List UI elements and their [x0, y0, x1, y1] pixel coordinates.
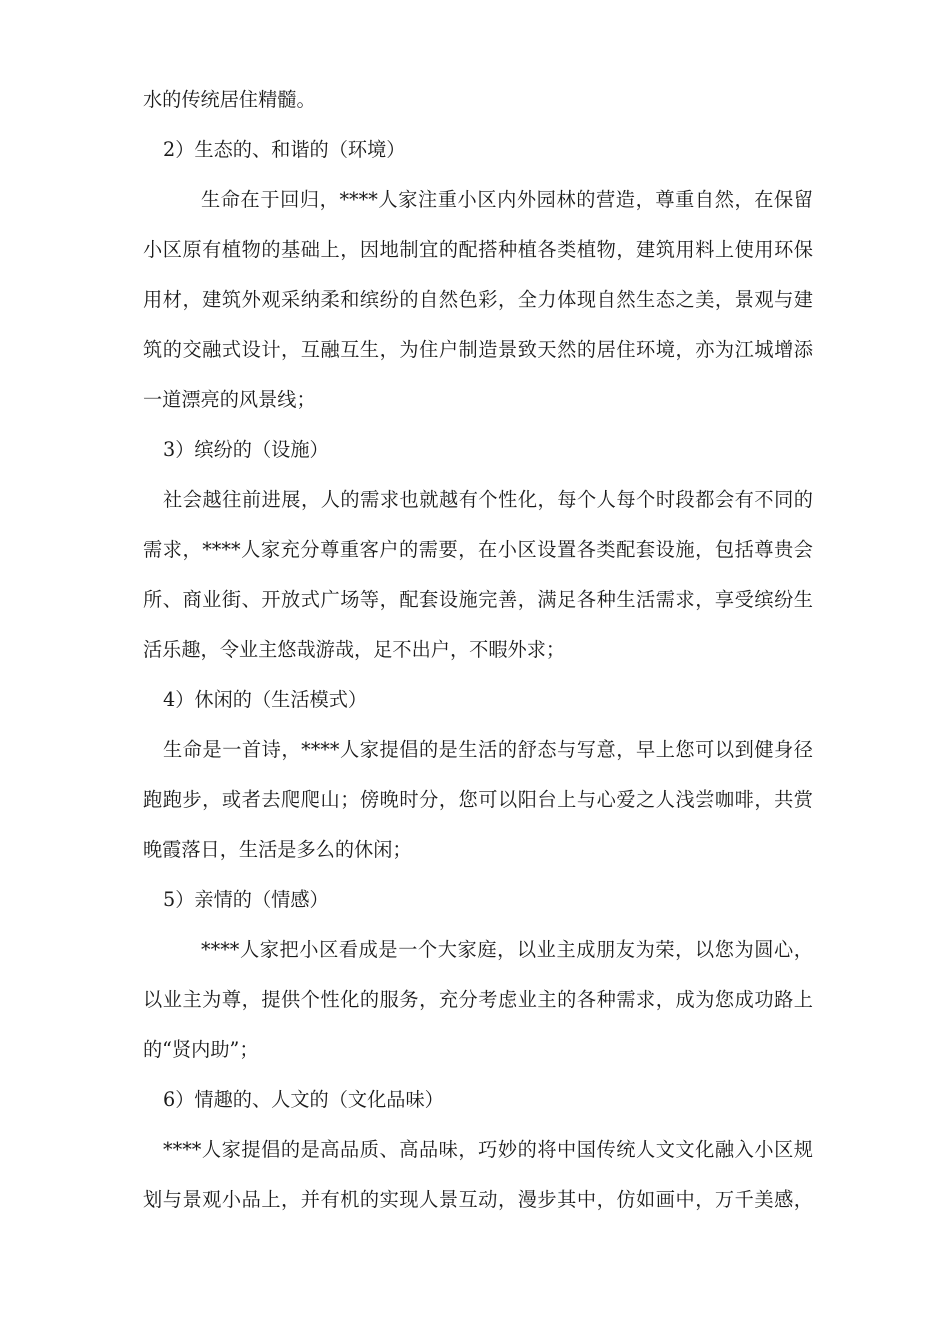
- paragraph-line: ****人家提倡的是高品质、高品味，巧妙的将中国传统人文文化融入小区规: [163, 1138, 813, 1161]
- section-heading: 6）情趣的、人文的（文化品味）: [163, 1088, 444, 1111]
- section-heading: 2）生态的、和谐的（环境）: [163, 138, 406, 161]
- paragraph-line: 社会越往前进展，人的需求也就越有个性化，每个人每个时段都会有不同的: [163, 488, 813, 511]
- paragraph-line: 生命在于回归，****人家注重小区内外园林的营造，尊重自然，在保留: [201, 188, 813, 211]
- paragraph-line: 的“贤内助”；: [143, 1038, 259, 1061]
- paragraph-line: 生命是一首诗，****人家提倡的是生活的舒态与写意，早上您可以到健身径: [163, 738, 813, 761]
- paragraph-line: ****人家把小区看成是一个大家庭，以业主成朋友为荣，以您为圆心，: [201, 938, 813, 961]
- paragraph-line: 所、商业街、开放式广场等，配套设施完善，满足各种生活需求，享受缤纷生: [143, 588, 813, 611]
- paragraph-line: 筑的交融式设计，互融互生，为住户制造景致天然的居住环境，亦为江城增添: [143, 338, 813, 361]
- paragraph-line: 活乐趣，令业主悠哉游哉，足不出户，不暇外求；: [143, 638, 566, 661]
- paragraph-line: 以业主为尊，提供个性化的服务，充分考虑业主的各种需求，成为您成功路上: [143, 988, 813, 1011]
- section-heading: 4）休闲的（生活模式）: [163, 688, 368, 711]
- paragraph-line: 晚霞落日，生活是多么的休闲；: [143, 838, 412, 861]
- section-heading: 3）缤纷的（设施）: [163, 438, 329, 461]
- section-heading: 5）亲情的（情感）: [163, 888, 329, 911]
- text-line: 水的传统居住精髓。: [143, 88, 316, 111]
- paragraph-line: 一道漂亮的风景线；: [143, 388, 316, 411]
- paragraph-line: 需求，****人家充分尊重客户的需要，在小区设置各类配套设施，包括尊贵会: [143, 538, 813, 561]
- paragraph-line: 小区原有植物的基础上，因地制宜的配搭种植各类植物，建筑用料上使用环保: [143, 238, 813, 261]
- paragraph-line: 划与景观小品上，并有机的实现人景互动，漫步其中，仿如画中，万千美感，: [143, 1188, 813, 1211]
- paragraph-line: 跑跑步，或者去爬爬山；傍晚时分，您可以阳台上与心爱之人浅尝咖啡，共赏: [143, 788, 813, 811]
- paragraph-line: 用材，建筑外观采纳柔和缤纷的自然色彩，全力体现自然生态之美，景观与建: [143, 288, 813, 311]
